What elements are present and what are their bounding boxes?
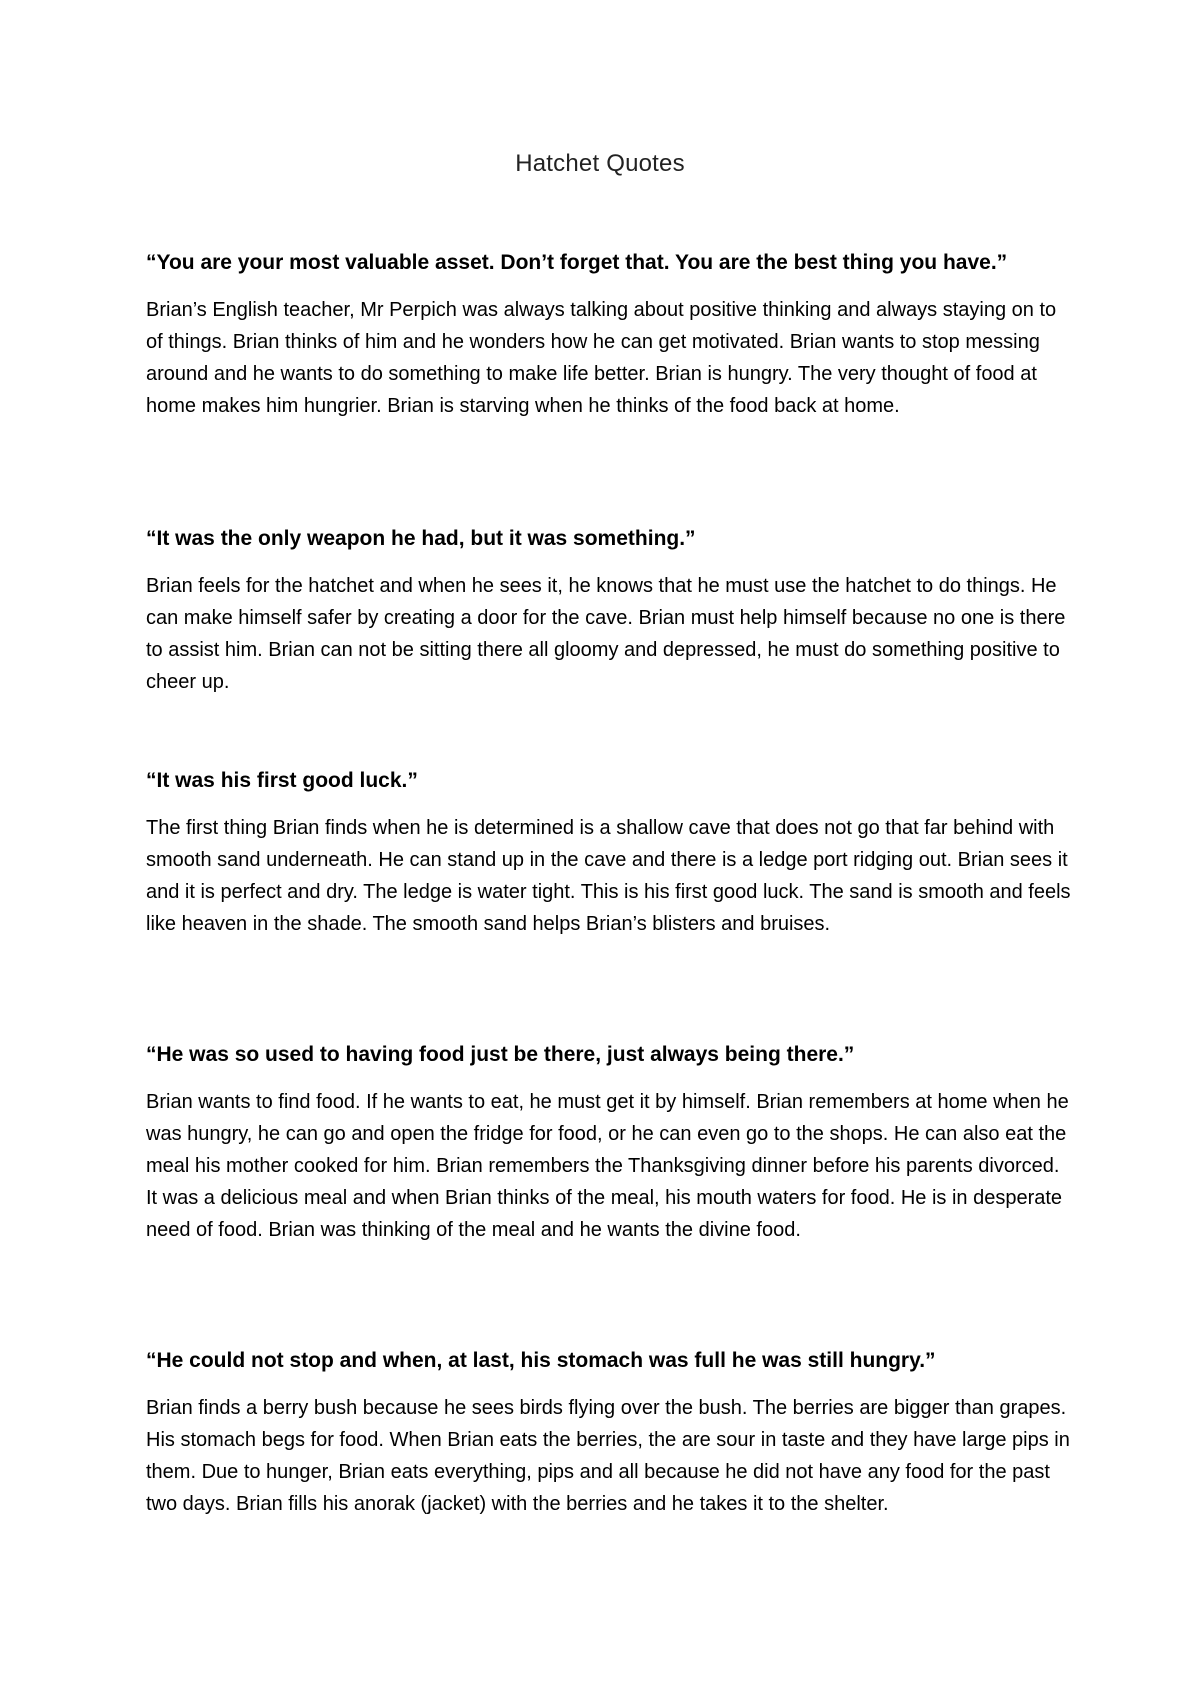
quote-heading: “He could not stop and when, at last, his stomach was full he was still hungry.” — [146, 1349, 936, 1372]
quote-heading: “It was the only weapon he had, but it was something.” — [146, 527, 696, 550]
quote-explanation: Brian wants to find food. If he wants to eat, he must get it by himself. Brian remembers at home when he was hungry, he can go and open the fridge for food, or he can even go to the shops. He can also eat the meal his mother cooked for him. Brian remembers the Thanksgiving dinner before his parents divorced. It was a delicious meal and when Brian thinks of the meal, his mouth waters for food. He is in desperate need of food. Brian was thinking of the meal and he wants the divine food. — [146, 1091, 1069, 1241]
document-title: Hatchet Quotes — [515, 150, 685, 177]
quote-section-1 — [146, 248, 1076, 422]
quote-section-3 — [146, 766, 1076, 940]
quote-explanation: Brian’s English teacher, Mr Perpich was always talking about positive thinking and always staying on to of things. Brian thinks of him and he wonders how he can get motivated. Brian wants to stop messing around and he wants to do something to make life better. Brian is hungry. The very thought of food at home makes him hungrier. Brian is starving when he thinks of the food back at home. — [146, 299, 1057, 417]
quote-explanation: The first thing Brian finds when he is determined is a shallow cave that does not go that far behind with smooth sand underneath. He can stand up in the cave and there is a ledge port ridging out. Brian sees it and it is perfect and dry. The ledge is water tight. This is his first good luck. The sand is smooth and feels like heaven in the shade. The smooth sand helps Brian’s blisters and bruises. — [146, 817, 1071, 935]
quote-explanation: Brian feels for the hatchet and when he sees it, he knows that he must use the hatchet to do things. He can make himself safer by creating a door for the cave. Brian must help himself because no one is there to assist him. Brian can not be sitting there all gloomy and depressed, he must do something positive to cheer up. — [146, 575, 1066, 693]
quote-heading: “He was so used to having food just be there, just always being there.” — [146, 1043, 855, 1066]
quote-heading: “It was his first good luck.” — [146, 769, 418, 792]
quote-section-4 — [146, 1040, 1076, 1246]
quote-heading: “You are your most valuable asset. Don’t forget that. You are the best thing you have.” — [146, 251, 1008, 274]
quote-section-5 — [146, 1346, 1076, 1520]
quote-section-2 — [146, 524, 1076, 698]
quote-explanation: Brian finds a berry bush because he sees birds flying over the bush. The berries are bigger than grapes. His stomach begs for food. When Brian eats the berries, the are sour in taste and they have large pips in them. Due to hunger, Brian eats everything, pips and all because he did not have any food for the past two days. Brian fills his anorak (jacket) with the berries and he takes it to the shelter. — [146, 1397, 1070, 1515]
